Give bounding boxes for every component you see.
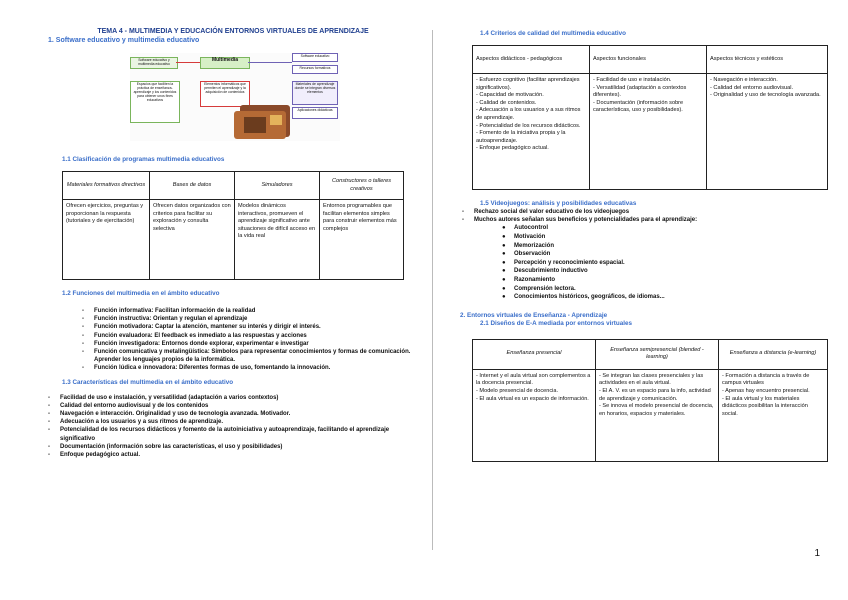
diagram-box-elements: Elementos informáticos que permiten el aprendizaje y la adquisición de contenidos — [200, 81, 250, 107]
list-item: - Muchos autores señalan sus beneficios y potencialidades para el aprendizaje: — [462, 216, 832, 224]
list-item: - Función evaluadora: El feedback es inmediato a las respuestas y acciones — [82, 332, 418, 340]
functions-list — [82, 307, 418, 373]
table-header: Materiales formativos directivos — [63, 172, 150, 200]
table-header: Constructores o talleres creativos — [320, 172, 404, 200]
cell-line: - Se innova el modelo presencial de docencia, en horarios, espacios y materiales. — [599, 403, 714, 417]
table-cell — [596, 369, 719, 461]
table-cell: Modelos dinámicos interactivos, promueven el aprendizaje significativo ante situaciones de difícil acceso en la vida real — [235, 200, 320, 280]
diagram-box-resources: Recursos formativos — [292, 65, 338, 74]
videogames-bullets — [462, 208, 832, 224]
list-item: - Enfoque pedagógico actual. — [48, 451, 418, 459]
table-cell — [590, 74, 707, 190]
cell-line: - Formación a distancia a través de campus virtuales — [722, 372, 810, 387]
cell-line: - El aula virtual es un espacio de información. — [476, 395, 589, 402]
list-item: ● Percepción y reconocimiento espacial. — [502, 259, 625, 266]
cell-line: - Navegación e interacción. — [710, 77, 778, 83]
quality-table — [472, 45, 828, 190]
table-cell — [473, 74, 590, 190]
column-divider — [432, 30, 433, 550]
list-item: - Documentación (información sobre las características, el uso y posibilidades) — [48, 443, 418, 451]
section-1-1-heading: 1.1 Clasificación de programas multimedia educativos — [62, 156, 225, 163]
document-title: TEMA 4 - MULTIMEDIA Y EDUCACIÓN ENTORNOS VIRTUALES DE APRENDIZAJE — [97, 28, 369, 35]
diagram-arrow — [248, 62, 292, 63]
list-item: - Facilidad de uso e instalación, y versatilidad (adaptación a varios contextos) — [48, 394, 418, 402]
diagram-box-definition: Espacios que faciliten la práctica de enseñanza-aprendizaje y los contenidos para obtener unos fines educativos — [130, 81, 180, 123]
list-item: - Función comunicativa y metalingüística: Símbolos para representar conocimientos y formas de comunicación. Aprender los lenguajes propios de la informática. — [82, 348, 418, 364]
table-header: Aspectos técnicos y estéticos — [707, 46, 828, 74]
table-cell — [707, 74, 828, 190]
diagram-box-root: Software educativo y multimedia educativo — [130, 57, 178, 69]
diagram-box-apps: Aplicaciones didácticas — [292, 107, 338, 119]
list-item: - Rechazo social del valor educativo de los videojuegos — [462, 208, 832, 216]
section-1-5-heading: 1.5 Videojuegos: análisis y posibilidades educativas — [480, 200, 637, 207]
list-item: - Función investigadora: Entornos donde explorar, experimentar e investigar — [82, 340, 418, 348]
list-item: - Calidad del entorno audiovisual y de los contenidos — [48, 402, 418, 410]
section-1-2-heading: 1.2 Funciones del multimedia en el ámbito educativo — [62, 290, 220, 297]
cell-line: - El aula virtual y los materiales didácticos posibilitan la interacción social. — [722, 395, 808, 417]
table-header: Aspectos funcionales — [590, 46, 707, 74]
table-cell — [473, 369, 596, 461]
section-2-1-heading: 2.1 Diseños de E-A mediada por entornos virtuales — [480, 319, 632, 327]
right-column — [460, 30, 832, 462]
cell-line: - Capacidad de motivación. — [476, 92, 544, 99]
cell-line: - Esfuerzo cognitivo (facilitar aprendizajes significativos). — [476, 77, 580, 91]
list-item: ● Comprensión lectora. — [502, 285, 576, 292]
diagram-box-software: Software educativo — [292, 53, 338, 62]
list-item: ● Descubrimiento inductivo — [502, 268, 588, 275]
cell-line: - Internet y el aula virtual son complementos a la docencia presencial. — [476, 372, 591, 387]
section-1-3-heading: 1.3 Características del multimedia en el ámbito educativo — [62, 378, 234, 386]
cell-line: - Potencialidad de los recursos didácticos. — [476, 122, 581, 129]
list-item: - Función informativa: Facilitan información de la realidad — [82, 307, 418, 315]
cell-line: - Originalidad y uso de tecnología avanzada. — [710, 92, 821, 99]
table-cell: Entornos programables que facilitan elementos simples para construir elementos más complejos — [320, 200, 404, 280]
table-cell: Ofrecen ejercicios, preguntas y proporcionan la respuesta (tutoriales y de ejercitación) — [63, 200, 150, 280]
list-item: - Función instructiva: Orientan y regulan el aprendizaje — [82, 315, 418, 323]
cell-line: - El A. V. es un espacio para la info, actividad de aprendizaje y comunicación. — [599, 387, 711, 402]
table-header: Enseñanza semipresencial (blended - learning) — [596, 339, 719, 369]
list-item: ● Observación — [502, 251, 551, 258]
cell-line: - Se integran las clases presenciales y las actividades en el aula virtual. — [599, 372, 704, 387]
videogame-benefits-list — [502, 224, 832, 301]
table-header: Bases de datos — [150, 172, 235, 200]
list-item: - Función motivadora: Captar la atención, mantener su interés y dirigir el interés. — [82, 323, 418, 331]
cell-line: - Documentación (información sobre características, uso y posibilidades). — [593, 99, 684, 114]
cell-line: - Fomento de la iniciativa propia y la autoaprendizaje. — [476, 130, 566, 144]
table-cell: Ofrecen datos organizados con criterios para facilitar su exploración y consulta selectiva — [150, 200, 235, 280]
table-header: Enseñanza a distancia (e-learning) — [719, 339, 828, 369]
cell-line: - Adecuación a los usuarios y a sus ritmos de aprendizaje. — [476, 107, 581, 121]
page-number: 1 — [814, 548, 820, 559]
cell-line: - Calidad de contenidos. — [476, 99, 537, 106]
list-item: ● Razonamiento — [502, 276, 556, 283]
table-cell — [719, 369, 828, 461]
table-header: Aspectos didácticos - pedagógicos — [473, 46, 590, 74]
list-item: - Función lúdica e innovadora: Diferentes formas de uso, fomentando la innovación. — [82, 364, 418, 372]
cell-line: - Enfoque pedagógico actual. — [476, 145, 549, 152]
list-item: ● Memorización — [502, 242, 555, 249]
diagram-box-materials: Materiales de aprendizaje donde se integran diversos elementos — [292, 81, 338, 105]
diagram-box-multimedia: Multimedia — [200, 57, 250, 69]
folders-illustration — [230, 103, 298, 141]
list-item: ● Autocontrol — [502, 225, 548, 232]
list-item: ● Motivación — [502, 234, 546, 240]
concept-diagram — [130, 53, 340, 141]
cell-line: - Apenas hay encuentro presencial. — [722, 387, 810, 394]
section-1-heading: 1. Software educativo y multimedia educativo — [48, 37, 200, 44]
list-item: - Potencialidad de los recursos didácticos y fomento de la autoiniciativa y autoaprendizaje, facilitando el aprendizaje significativo — [48, 426, 418, 442]
cell-line: - Versatilidad (adaptación a contextos diferentes). — [593, 84, 687, 99]
list-item: ● Conocimientos históricos, geográficos, de idiomas... — [502, 294, 665, 301]
section-1-4-heading: 1.4 Criterios de calidad del multimedia educativo — [480, 30, 626, 37]
characteristics-list — [48, 394, 418, 460]
diagram-arrow — [176, 62, 200, 63]
elearning-table — [472, 339, 828, 462]
cell-line: - Calidad del entorno audiovisual. — [710, 84, 794, 91]
list-item: - Navegación e interacción. Originalidad y uso de tecnología avanzada. Motivador. — [48, 410, 418, 418]
list-item: - Adecuación a los usuarios y a sus ritmos de aprendizaje. — [48, 418, 418, 426]
programs-table — [62, 171, 404, 280]
table-header: Enseñanza presencial — [473, 339, 596, 369]
cell-line: - Modelo presencial de docencia. — [476, 387, 559, 394]
table-header: Simuladores — [235, 172, 320, 200]
section-2-heading: 2. Entornos virtuales de Enseñanza - Aprendizaje — [460, 311, 608, 319]
cell-line: - Facilidad de uso e instalación. — [593, 77, 672, 83]
left-column — [48, 28, 418, 459]
